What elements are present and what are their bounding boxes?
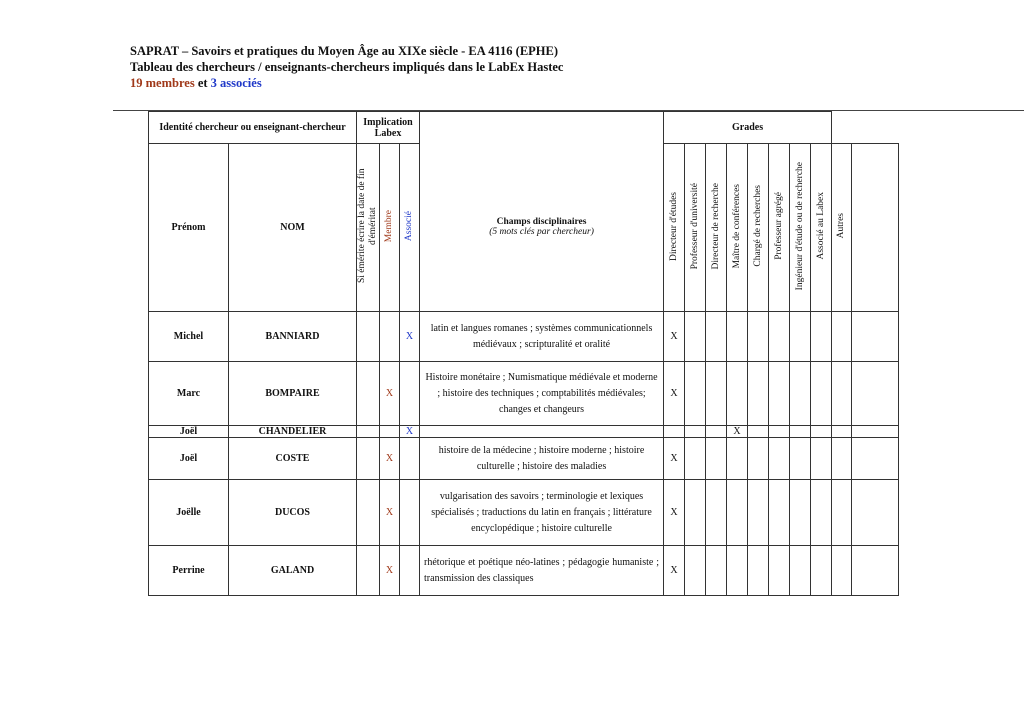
prenom-cell: Joëlle [149,480,229,546]
grade-cell [832,312,852,362]
membre-label: Membre [384,209,394,243]
grade-cell [790,546,811,596]
table-row [149,480,899,546]
grade-header-5 [769,144,790,312]
associe-cell [400,438,420,480]
associe-header [400,144,420,312]
grade-header-0 [664,144,685,312]
champs-header [420,144,664,312]
grade-cell [832,362,852,426]
grade-cell [748,426,769,438]
prenom-cell: Joël [149,438,229,480]
grade-cell [790,426,811,438]
grade-cell [706,362,727,426]
grade-cell-extra [852,362,899,426]
grade-cell [811,546,832,596]
grade-cell [811,438,832,480]
nom-cell: GALAND [229,546,357,596]
grade-label: Professeur agrégé [773,192,784,260]
document-header [130,43,563,91]
prenom-cell: Marc [149,362,229,426]
nom-cell: BANNIARD [229,312,357,362]
grade-cell [832,480,852,546]
header-title: SAPRAT – Savoirs et pratiques du Moyen Âge au XIXe siècle - EA 4116 (EPHE) [130,44,559,58]
grade-cell [685,480,706,546]
implication-header: Implication Labex [357,112,420,144]
grade-cell [748,546,769,596]
grade-cell-extra [852,546,899,596]
champs-cell: histoire de la médecine ; histoire moderne ; histoire culturelle ; histoire des maladies [420,438,664,480]
grade-label: Directeur d'études [668,191,679,261]
grade-header-1 [685,144,706,312]
nom-cell: COSTE [229,438,357,480]
grade-label: Ingénieur d'étude ou de recherche [794,161,805,291]
grade-cell [685,438,706,480]
grade-cell [727,312,748,362]
grade-cell [811,426,832,438]
grade-header-2 [706,144,727,312]
grade-label: Maître de conférences [731,183,742,269]
associe-cell: X [400,312,420,362]
grade-cell [727,362,748,426]
grade-header-9 [852,144,899,312]
members-count: 19 membres [130,76,195,90]
membre-cell: X [380,438,400,480]
nom-cell: DUCOS [229,480,357,546]
grade-cell: X [664,362,685,426]
grade-cell [769,480,790,546]
associe-cell [400,480,420,546]
grade-header-3 [727,144,748,312]
grades-header: Grades [664,112,832,144]
associe-cell: X [400,426,420,438]
grade-cell [706,438,727,480]
grade-cell [832,438,852,480]
prenom-cell: Joël [149,426,229,438]
emerite-cell [357,426,380,438]
grade-cell [706,480,727,546]
table-row [149,362,899,426]
grade-cell [685,426,706,438]
grade-cell-extra [852,312,899,362]
membre-header [380,144,400,312]
grade-cell [727,546,748,596]
grade-cell [748,480,769,546]
emerite-label: Si émérite écrire la date de fin d'éméritat [357,168,378,284]
grade-cell [685,546,706,596]
grade-label: Directeur de recherche [710,182,721,270]
counts-and: et [194,76,211,90]
grade-cell: X [664,438,685,480]
associe-cell [400,546,420,596]
nom-cell: BOMPAIRE [229,362,357,426]
grade-cell [832,546,852,596]
table-row [149,312,899,362]
grade-label: Chargé de recherches [752,185,763,267]
associates-count: 3 associés [210,76,262,90]
grade-cell [706,546,727,596]
identity-header: Identité chercheur ou enseignant-chercheur [149,112,357,144]
grade-cell [790,438,811,480]
emerite-cell [357,362,380,426]
grade-cell [748,362,769,426]
researchers-table [148,111,899,596]
prenom-cell: Perrine [149,546,229,596]
grade-cell [769,362,790,426]
grade-cell: X [727,426,748,438]
grade-cell-extra [852,480,899,546]
membre-cell [380,426,400,438]
header-counts [130,75,563,91]
grade-cell [769,426,790,438]
grade-header-7 [811,144,832,312]
grade-cell [790,312,811,362]
membre-cell [380,312,400,362]
membre-cell: X [380,546,400,596]
prenom-cell: Michel [149,312,229,362]
emerite-header [357,144,380,312]
grade-cell [811,362,832,426]
membre-cell: X [380,362,400,426]
grade-cell [811,480,832,546]
grade-cell [706,426,727,438]
champs-cell: vulgarisation des savoirs ; terminologie et lexiques spécialisés ; traductions du latin en français ; littérature encyclopédique ; histoire culturelle [420,480,664,546]
emerite-cell [357,438,380,480]
grade-cell [748,312,769,362]
champs-title: Champs disciplinaires [496,217,587,228]
champs-cell: Histoire monétaire ; Numismatique médiévale et moderne ; histoire des techniques ; comptabilités médiévales; changes et changeurs [420,362,664,426]
table-row [149,438,899,480]
header-blank [832,112,899,144]
champs-cell [420,426,664,438]
emerite-cell [357,480,380,546]
grade-cell [706,312,727,362]
grade-header-4 [748,144,769,312]
emerite-cell [357,312,380,362]
table-row [149,546,899,596]
header-subtitle: Tableau des chercheurs / enseignants-chercheurs impliqués dans le LabEx Hastec [130,60,564,74]
grade-cell [685,362,706,426]
table-row [149,426,899,438]
champs-cell: rhétorique et poétique néo-latines ; pédagogie humaniste ; transmission des classiques [420,546,664,596]
grade-cell [790,480,811,546]
grade-cell [832,426,852,438]
associe-label: Associé [404,210,415,242]
grade-cell [769,312,790,362]
associe-cell [400,362,420,426]
grade-cell [727,480,748,546]
grade-cell [727,438,748,480]
grade-cell [769,546,790,596]
grade-cell [664,426,685,438]
emerite-cell [357,546,380,596]
grade-header-8 [832,144,852,312]
champs-cell: latin et langues romanes ; systèmes communicationnels médiévaux ; scripturalité et oralité [420,312,664,362]
grade-label: Autres [836,213,847,239]
grade-label: Associé au Labex [815,192,826,260]
grade-label: Professeur d'université [689,182,700,270]
grade-cell [748,438,769,480]
grade-cell [769,438,790,480]
nom-cell: CHANDELIER [229,426,357,438]
champs-header-top [420,112,664,144]
grade-cell [790,362,811,426]
grade-header-6 [790,144,811,312]
grade-cell: X [664,546,685,596]
membre-cell: X [380,480,400,546]
grade-cell-extra [852,426,899,438]
grade-cell: X [664,312,685,362]
grade-cell [685,312,706,362]
champs-note: (5 mots clés par chercheur) [489,227,594,238]
grade-cell [811,312,832,362]
grade-cell: X [664,480,685,546]
grade-cell-extra [852,438,899,480]
nom-header: NOM [229,144,357,312]
prenom-header: Prénom [149,144,229,312]
